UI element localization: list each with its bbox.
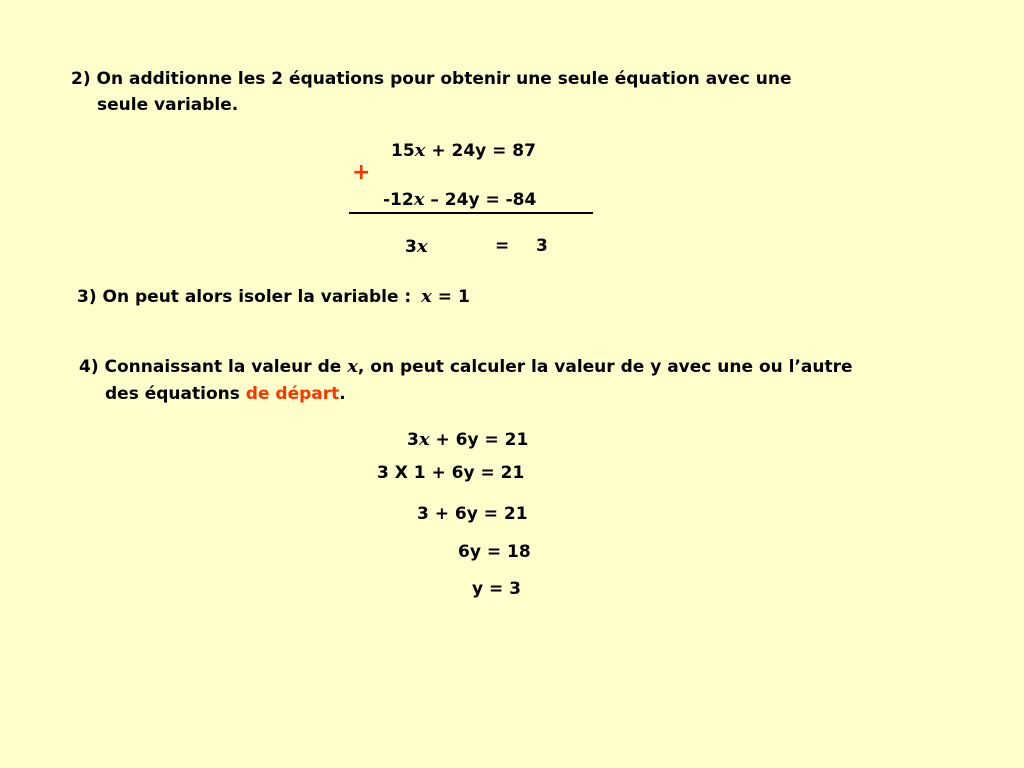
addition-result-left — [405, 238, 428, 256]
step3-rest: = 1 — [431, 287, 470, 307]
solve-l1-rest: + 6y = 21 — [429, 430, 529, 450]
eq2-coefficient: -12 — [383, 190, 414, 210]
step2-line2-text: seule variable. — [97, 95, 239, 115]
solve-line-2: 3 X 1 + 6y = 21 — [377, 463, 525, 483]
step4-line1-part-a: 4) Connaissant la valeur de — [79, 357, 348, 377]
eq2-rest: – 24y = -84 — [424, 190, 537, 210]
step3-variable: x — [421, 286, 432, 307]
plus-sign: + — [352, 160, 371, 185]
solve-l1-variable: x — [418, 429, 430, 450]
step3-text: 3) On peut alors isoler la variable : — [77, 287, 418, 307]
solve-line-4: 6y = 18 — [458, 542, 531, 562]
solve-line-3: 3 + 6y = 21 — [417, 504, 528, 524]
solve-line-5: y = 3 — [472, 579, 521, 599]
result-coefficient: 3 — [405, 237, 417, 257]
addition-equation-2 — [383, 191, 536, 209]
step4-line2-part-b: . — [339, 384, 346, 404]
eq2-variable: x — [413, 189, 425, 210]
step4-line1 — [79, 358, 853, 376]
step4-variable: x — [347, 356, 358, 377]
step2-line1-text: 2) On additionne les 2 équations pour obtenir une seule équation avec une — [71, 69, 792, 89]
addition-equation-1 — [391, 142, 536, 160]
eq1-variable: x — [414, 140, 426, 161]
result-variable: x — [416, 236, 428, 257]
step2-line2 — [97, 97, 238, 114]
eq1-rest: + 24y = 87 — [425, 141, 536, 161]
step2-line1 — [71, 71, 792, 88]
step4-line2 — [105, 386, 346, 403]
eq1-coefficient: 15 — [391, 141, 415, 161]
step4-line1-part-b: , on peut calculer la valeur de y avec une ou l’autre — [357, 357, 853, 377]
result-equals: = — [495, 236, 510, 256]
result-value: 3 — [536, 236, 548, 256]
solve-line-1 — [407, 431, 528, 449]
solve-l1-coefficient: 3 — [407, 430, 419, 450]
step4-line2-part-a: des équations — [105, 384, 246, 404]
step4-highlight: de départ — [245, 384, 340, 404]
step3-line — [77, 288, 470, 306]
sum-line — [349, 212, 593, 214]
